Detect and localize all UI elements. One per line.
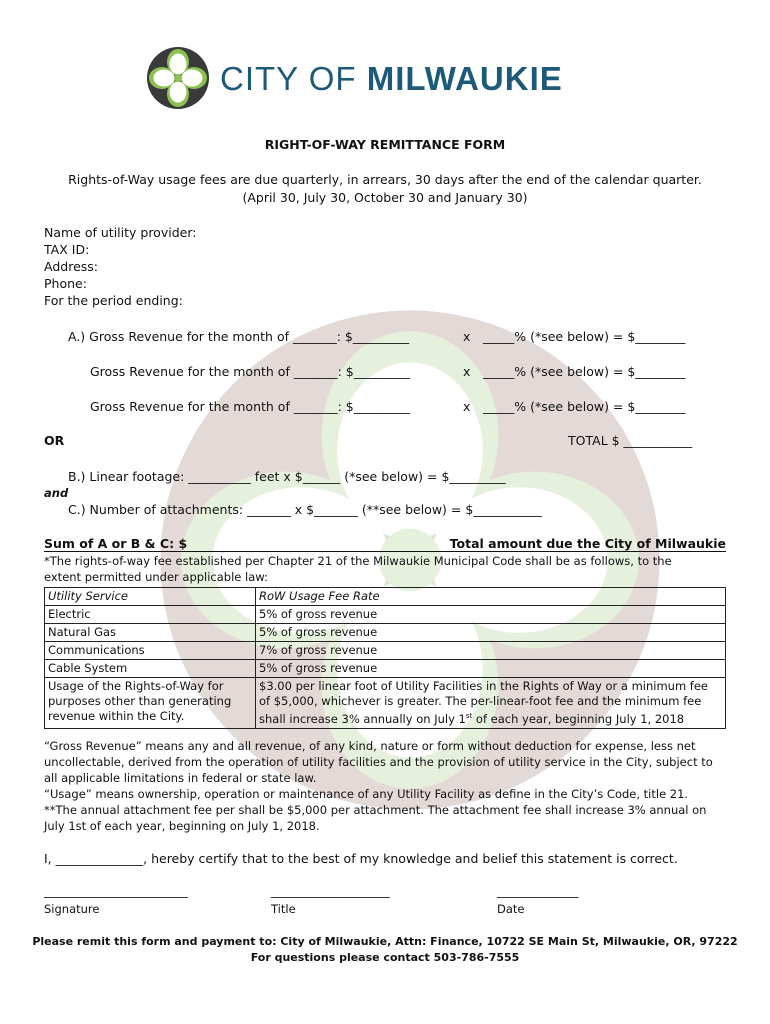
rates-table: [44, 587, 726, 729]
intro-line-2: (April 30, July 30, October 30 and January 30): [242, 190, 528, 205]
title-line[interactable]: ___________________: [271, 883, 390, 898]
multiply-sign: x: [463, 329, 471, 344]
date-label: Date: [497, 902, 525, 916]
table-row: [45, 678, 726, 729]
table-row: [45, 642, 726, 660]
city-brand-title: CITY OF MILWAUKIE: [220, 60, 563, 97]
attachments-line: C.) Number of attachments: _______ x $_______ (**see below) = $___________: [68, 502, 543, 517]
cell-line: purposes other than generating: [48, 694, 232, 708]
signature-line[interactable]: _______________________: [44, 883, 188, 898]
title-label: Title: [271, 902, 296, 916]
attachment-fee-note: **The annual attachment fee per shall be $5,000 per attachment. The attachment fee shall increase 3% annual on July 1st of each year, beginning on July 1, 2018.: [44, 803, 707, 833]
cell-line: revenue within the City.: [48, 709, 185, 723]
period-ending-label: For the period ending:: [44, 293, 183, 308]
gross-revenue-line-a: A.) Gross Revenue for the month of _______: $_________: [68, 329, 410, 344]
gross-revenue-rate-a: _____% (*see below) = $________: [483, 329, 686, 344]
multiply-sign: x: [463, 364, 471, 379]
dogwood-flower-icon: [146, 46, 210, 110]
linear-footage-line: B.) Linear footage: __________ feet x $______ (*see below) = $_________: [68, 469, 506, 484]
utility-provider-label: Name of utility provider:: [44, 225, 197, 240]
gross-revenue-rate-3: _____% (*see below) = $________: [483, 399, 686, 414]
table-header-cell: Utility Service: [45, 588, 256, 606]
total-due-label: Total amount due the City of Milwaukie: [449, 536, 726, 551]
remit-instructions: Please remit this form and payment to: City of Milwaukie, Attn: Finance, 10722 SE Main St, Milwaukie, OR, 97222: [32, 935, 738, 948]
cell-line: Usage of the Rights-of-Way for: [48, 679, 224, 693]
table-header-row: [45, 588, 726, 606]
table-row: [45, 606, 726, 624]
date-line[interactable]: _____________: [497, 883, 579, 898]
cell-line: of $5,000, whichever is greater. The per-linear-foot fee and the minimum fee: [259, 694, 702, 708]
cell-line: shall increase 3% annually on July 1st of each year, beginning July 1, 2018: [259, 711, 685, 726]
or-label: OR: [44, 433, 65, 448]
sum-label: Sum of A or B & C: $: [44, 536, 188, 551]
table-cell: [256, 678, 726, 729]
table-cell: Natural Gas: [45, 624, 256, 642]
intro-line-1: Rights-of-Way usage fees are due quarterly, in arrears, 30 days after the end of the calendar quarter.: [68, 172, 702, 187]
table-cell: 7% of gross revenue: [256, 642, 726, 660]
sum-row: [44, 536, 726, 552]
rates-note-line-1: *The rights-of-way fee established per Chapter 21 of the Milwaukie Municipal Code shall be as follows, to the: [44, 554, 672, 568]
and-label: and: [44, 486, 69, 500]
gross-revenue-line-3: Gross Revenue for the month of _______: $_________: [90, 399, 410, 414]
table-cell: Communications: [45, 642, 256, 660]
gross-revenue-definition: “Gross Revenue” means any and all revenue, of any kind, nature or form without deduction for expense, less net uncollectable, derived from the operation of utility facilities and the provision of utility service in the City, subject to all applicable limitations in federal or state law.: [44, 739, 713, 785]
contact-info: For questions please contact 503-786-7555: [250, 951, 520, 964]
table-row: [45, 624, 726, 642]
table-cell: Cable System: [45, 660, 256, 678]
table-cell: Electric: [45, 606, 256, 624]
multiply-sign: x: [463, 399, 471, 414]
gross-revenue-rate-2: _____% (*see below) = $________: [483, 364, 686, 379]
table-header-cell: RoW Usage Fee Rate: [256, 588, 726, 606]
phone-label: Phone:: [44, 276, 87, 291]
cell-line: $3.00 per linear foot of Utility Facilities in the Rights of Way or a minimum fee: [259, 679, 708, 693]
table-cell: 5% of gross revenue: [256, 606, 726, 624]
tax-id-label: TAX ID:: [44, 242, 90, 257]
address-label: Address:: [44, 259, 98, 274]
table-cell: 5% of gross revenue: [256, 660, 726, 678]
table-cell: [45, 678, 256, 729]
signature-label: Signature: [44, 902, 100, 916]
table-row: [45, 660, 726, 678]
total-label: TOTAL $ ___________: [568, 433, 693, 448]
table-cell: 5% of gross revenue: [256, 624, 726, 642]
rates-note-line-2: extent permitted under applicable law:: [44, 570, 268, 584]
gross-revenue-line-2: Gross Revenue for the month of _______: $_________: [90, 364, 410, 379]
usage-definition: “Usage” means ownership, operation or maintenance of any Utility Facility as define in the City’s Code, title 21.: [44, 787, 689, 801]
certification-statement: I, ______________, hereby certify that to the best of my knowledge and belief this statement is correct.: [44, 851, 678, 866]
form-title: RIGHT-OF-WAY REMITTANCE FORM: [264, 137, 506, 152]
